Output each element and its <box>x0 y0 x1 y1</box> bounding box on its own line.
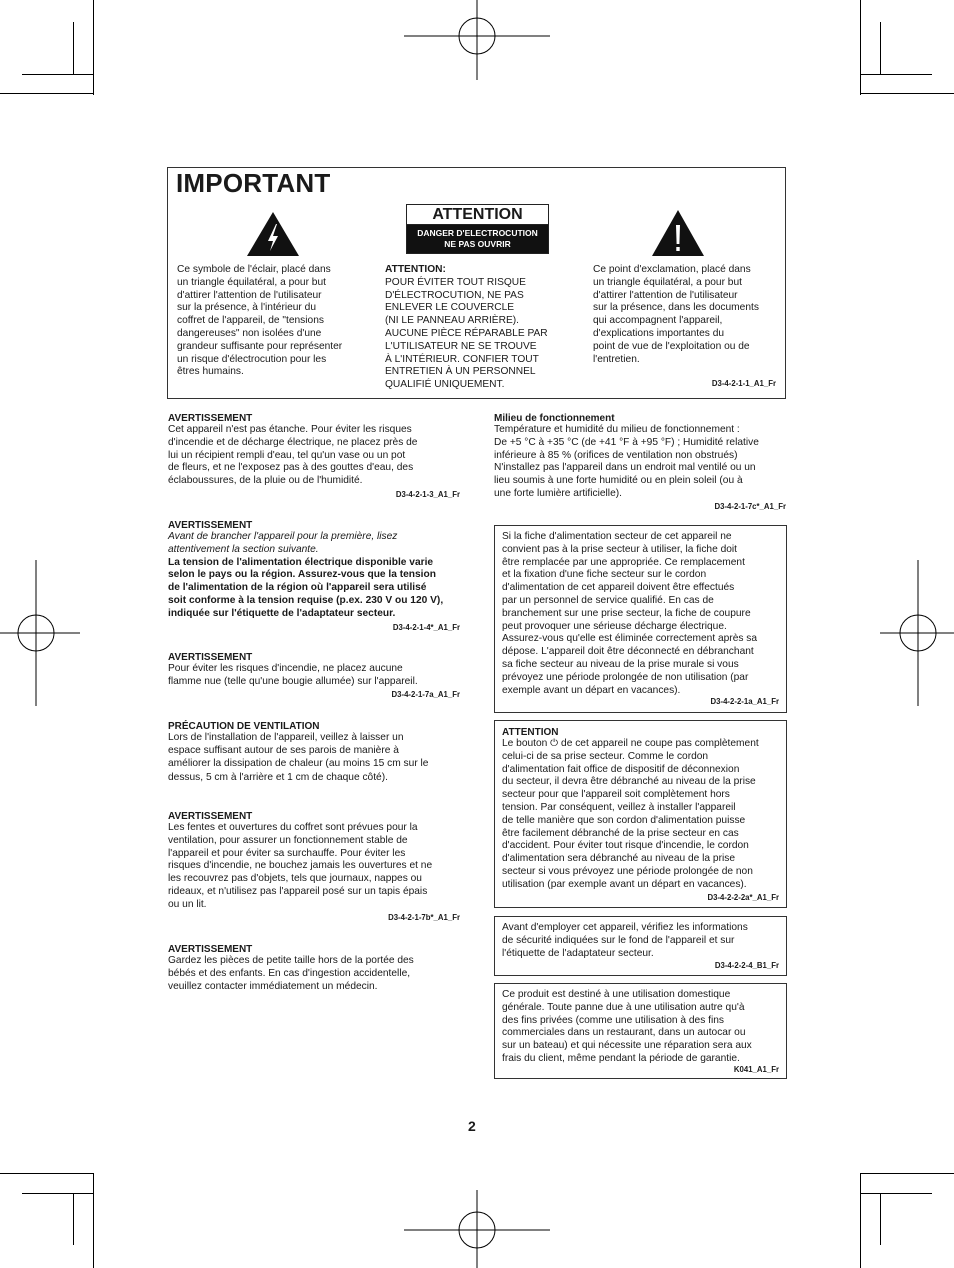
text-line: éclaboussures, de la pluie ou de l'humidité. <box>168 475 363 487</box>
attention-heading: ATTENTION <box>407 205 548 225</box>
text-line: secteur pour que l'appareil soit complètement hors <box>502 789 730 801</box>
attention-explanation-heading: ATTENTION: <box>385 264 446 275</box>
text-line: d'alimentation fait office de dispositif de déconnexion <box>502 763 740 775</box>
text-line: espace suffisant autour de ses parois de manière à <box>168 744 399 756</box>
important-box <box>167 167 786 399</box>
text-line: de telle manière que son cordon d'alimentation puisse <box>502 814 746 826</box>
text-line: Si la fiche d'alimentation secteur de cet appareil ne <box>502 531 732 542</box>
text-line: Avant d'employer cet appareil, vérifiez les informations <box>502 922 748 933</box>
text-line: AUCUNE PIÈCE RÉPARABLE PAR <box>385 327 548 339</box>
section-heading: PRÉCAUTION DE VENTILATION <box>168 721 320 732</box>
text-line: dangereuses" non isolées d'une <box>177 327 322 339</box>
text-line: flamme nue (telle qu'une bougie allumée) sur l'appareil. <box>168 675 418 687</box>
text-line: risques d'incendie, ne bouchez jamais les ouvertures et ne <box>168 860 433 872</box>
section-heading: Milieu de fonctionnement <box>494 413 615 424</box>
text-line: l'étiquette de l'adaptateur secteur. <box>502 947 654 959</box>
text-line: La tension de l'alimentation électrique disponible varie <box>168 556 434 568</box>
text-line: frais du client, même pendant la période de garantie. <box>502 1052 740 1064</box>
exclamation-explanation <box>593 264 759 366</box>
text-line: lieu soumis à une forte humidité ou en plein soleil (ou à <box>494 475 743 487</box>
warning-small-parts <box>168 944 460 993</box>
registration-mark-left <box>0 560 80 706</box>
plug-replacement-notice <box>494 525 787 713</box>
attention-sub-line: NE PAS OUVRIR <box>444 239 511 249</box>
text-line: lui un récipient rempli d'eau, tel qu'un vase ou un pot <box>168 449 406 461</box>
reference-code: D3-4-2-2-4_B1_Fr <box>714 961 779 970</box>
text-line: Cet appareil n'est pas étanche. Pour éviter les risques <box>168 424 412 435</box>
safety-info-notice <box>494 916 787 976</box>
text-line: sur un bateau) et qui nécessite une réparation sera aux <box>502 1040 752 1052</box>
registration-mark-right <box>880 560 954 706</box>
text-line: Ce produit est destiné à une utilisation domestique <box>502 989 731 1000</box>
text-line: d'incendie et de décharge électrique, ne placez près de <box>168 436 418 448</box>
section-heading: AVERTISSEMENT <box>168 944 253 955</box>
text-line: un triangle équilatéral, a pour but <box>177 276 326 288</box>
text-line: sur la présence, à l'intérieur du <box>177 302 316 314</box>
text-line: être remplacée par une appropriée. Ce remplacement <box>502 556 745 568</box>
text-line: tension. Par conséquent, veillez à installer l'appareil <box>502 801 736 813</box>
text-line: branchement sur une prise secteur, la fiche de coupure <box>502 607 751 619</box>
registration-mark-bottom <box>404 1190 550 1268</box>
text-line: bébés et des enfants. En cas d'ingestion accidentelle, <box>168 967 411 979</box>
text-line: générale. Toute panne due à une utilisation autre qu'à <box>502 1001 745 1013</box>
text-line: sa fiche secteur au niveau de la prise murale si vous <box>502 658 739 670</box>
text-line: indiquée sur l'étiquette de l'adaptateur secteur. <box>168 607 396 619</box>
text-line: Gardez les pièces de petite taille hors de la portée des <box>168 955 414 966</box>
text-line: selon le pays ou la région. Assurez-vous que la tension <box>168 569 436 581</box>
attention-sub-line: DANGER D'ELECTROCUTION <box>417 228 538 238</box>
text-line: les recouvrez pas d'objets, tels que journaux, nappes ou <box>168 873 422 885</box>
reference-code: D3-4-2-1-4*_A1_Fr <box>392 623 460 632</box>
section-heading: AVERTISSEMENT <box>168 811 253 822</box>
text-line: POUR ÉVITER TOUT RISQUE <box>385 276 526 288</box>
text-line: un risque d'électrocution pour les <box>177 353 327 365</box>
attention-explanation <box>385 264 548 392</box>
text-line: améliorer la dissipation de chaleur (au moins 15 cm sur le <box>168 757 429 769</box>
text-line: QUALIFIÉ UNIQUEMENT. <box>385 379 505 391</box>
text-line: veuillez contacter immédiatement un médecin. <box>168 980 378 992</box>
text-line: inférieure à 85 % (orifices de ventilation non obstrués) <box>494 449 738 461</box>
reference-code: D3-4-2-1-1_A1_Fr <box>711 379 776 388</box>
section-heading: AVERTISSEMENT <box>168 520 253 531</box>
text-line: d'attirer l'attention de l'utilisateur <box>177 289 322 301</box>
notice-body <box>502 727 759 892</box>
text-line: commerciales dans un restaurant, dans un autocar ou <box>502 1027 746 1039</box>
text-line: dessus, 5 cm à l'arrière et 1 cm de chaque côté). <box>168 772 388 784</box>
text-line: d'attirer l'attention de l'utilisateur <box>593 289 738 301</box>
text-line: de l'alimentation de la région où l'appareil sera utilisé <box>168 582 427 594</box>
text-line: qui accompagnent l'appareil, <box>593 315 723 327</box>
operating-environment <box>494 413 786 511</box>
warning-voltage <box>168 520 460 632</box>
text-line: Le bouton ⏻ de cet appareil ne coupe pas complètement <box>502 738 759 749</box>
text-line: Ce point d'exclamation, placé dans <box>593 264 751 275</box>
text-line: d'alimentation sera débranché au niveau de la prise <box>502 853 736 865</box>
text-line: être facilement débranché de la prise secteur en cas <box>502 827 739 839</box>
text-line: exemple avant un départ en vacances). <box>502 684 681 696</box>
page-number: 2 <box>468 1118 476 1134</box>
text-line: (NI LE PANNEAU ARRIÈRE). <box>385 315 519 327</box>
text-line: grandeur suffisante pour représenter <box>177 340 343 352</box>
reference-code: D3-4-2-1-7c*_A1_Fr <box>714 502 786 511</box>
text-line: Ce symbole de l'éclair, placé dans <box>177 264 331 275</box>
text-line: celui-ci de sa prise secteur. Comme le cordon <box>502 750 709 762</box>
text-line: attentivement la section suivante. <box>168 543 319 555</box>
reference-code: K041_A1_Fr <box>733 1065 779 1074</box>
text-line: À L'INTÉRIEUR. CONFIER TOUT <box>385 353 539 365</box>
text-line: D'ÉLECTROCUTION, NE PAS <box>385 289 524 301</box>
domestic-use-notice <box>494 983 787 1079</box>
text-line: êtres humains. <box>177 366 244 378</box>
text-line: convient pas à la prise secteur à utiliser, la fiche doit <box>502 543 738 555</box>
exclamation-warning-icon <box>650 208 706 258</box>
text-line: du secteur, il devra être débranché au niveau de la prise <box>502 776 756 788</box>
power-button-notice <box>494 720 787 908</box>
text-line: des fins privées (comme une utilisation à des fins <box>502 1014 724 1026</box>
section-heading: AVERTISSEMENT <box>168 652 253 663</box>
lightning-warning-icon <box>245 210 301 258</box>
registration-mark-top <box>404 0 550 80</box>
text-line: ENTRETIEN À UN PERSONNEL <box>385 366 536 378</box>
warning-flame <box>168 652 460 699</box>
text-line: par un personnel de service qualifié. En cas de <box>502 594 714 606</box>
text-line: l'appareil et pour éviter sa surchauffe. Pour éviter les <box>168 847 406 859</box>
text-line: L'UTILISATEUR NE SE TROUVE <box>385 340 537 352</box>
text-line: De +5 °C à +35 °C (de +41 °F à +95 °F) ; Humidité relative <box>494 436 759 448</box>
text-line: et la fixation d'une fiche secteur sur le cordon <box>502 569 707 581</box>
text-line: soit conforme à la tension requise (p.ex. 230 V ou 120 V), <box>168 594 444 606</box>
attention-subtext <box>407 225 548 253</box>
text-line: Les fentes et ouvertures du coffret sont prévues pour la <box>168 822 418 833</box>
text-line: dépose. L'appareil doit être déconnecté en débranchant <box>502 646 754 658</box>
text-line: peut provoquer une sérieuse décharge électrique. <box>502 620 727 632</box>
text-line: un triangle équilatéral, a pour but <box>593 276 742 288</box>
attention-label <box>406 204 549 254</box>
text-line: sur la présence, dans les documents <box>593 302 759 314</box>
notice-body <box>502 989 752 1066</box>
important-title: IMPORTANT <box>176 168 331 198</box>
text-line: de fleurs, et ne l'exposez pas à des gouttes d'eau, des <box>168 462 414 474</box>
text-line: Lors de l'installation de l'appareil, veillez à laisser un <box>168 732 404 743</box>
warning-vents <box>168 811 460 922</box>
text-line: rideaux, et n'utilisez pas l'appareil posé sur un tapis épais <box>168 885 428 897</box>
section-heading: AVERTISSEMENT <box>168 413 253 424</box>
text-line: coffret de l'appareil, de "tensions <box>177 315 324 327</box>
text-line: ENLEVER LE COUVERCLE <box>385 302 515 314</box>
text-line: point de vue de l'exploitation ou de <box>593 340 750 352</box>
text-line: Avant de brancher l'appareil pour la première, lisez <box>168 531 398 542</box>
text-line: Température et humidité du milieu de fonctionnement : <box>494 424 740 435</box>
reference-code: D3-4-2-1-7a_A1_Fr <box>391 690 460 699</box>
reference-code: D3-4-2-2-1a_A1_Fr <box>710 697 779 706</box>
ventilation-precaution <box>168 721 460 785</box>
text-line: secteur si vous prévoyez une période prolongée de non <box>502 865 753 877</box>
text-line: d'explications importantes du <box>593 327 725 339</box>
warning-water <box>168 413 460 499</box>
text-line: N'installez pas l'appareil dans un endroit mal ventilé ou un <box>494 462 756 474</box>
notice-body <box>502 531 757 697</box>
section-heading: ATTENTION <box>502 727 559 738</box>
text-line: Assurez-vous qu'elle est éliminée correctement après sa <box>502 633 758 645</box>
text-line: utilisation (par exemple avant un départ en vacances). <box>502 878 747 890</box>
lightning-explanation <box>177 264 342 379</box>
text-line: ou un lit. <box>168 898 207 910</box>
text-line: l'entretien. <box>593 353 640 365</box>
text-line: Pour éviter les risques d'incendie, ne placez aucune <box>168 663 403 674</box>
text-line: ventilation, pour assurer un fonctionnement stable de <box>168 834 408 846</box>
text-line: de sécurité indiquées sur le fond de l'appareil et sur <box>502 934 735 946</box>
notice-body <box>502 922 748 960</box>
reference-code: D3-4-2-2-2a*_A1_Fr <box>707 893 779 902</box>
text-line: d'alimentation de cet appareil doivent être effectués <box>502 582 735 594</box>
reference-code: D3-4-2-1-3_A1_Fr <box>395 490 460 499</box>
reference-code: D3-4-2-1-7b*_A1_Fr <box>388 913 460 922</box>
text-line: prévoyez une période prolongée de non utilisation (par <box>502 671 749 683</box>
text-line: d'accident. Pour éviter tout risque d'incendie, le cordon <box>502 840 749 852</box>
text-line: une forte lumière artificielle). <box>494 487 622 499</box>
